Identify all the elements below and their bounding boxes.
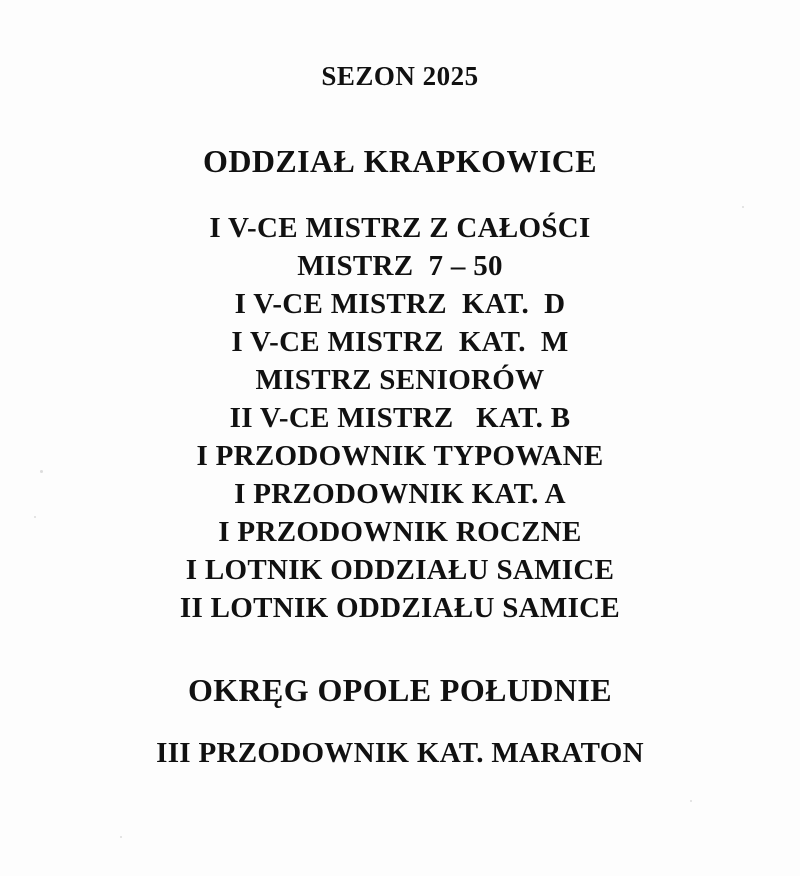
paper-speck <box>690 800 692 802</box>
award-item: I PRZODOWNIK TYPOWANE <box>196 439 604 472</box>
document-title: SEZON 2025 <box>321 61 479 91</box>
award-item: I V-CE MISTRZ Z CAŁOŚCI <box>209 211 591 244</box>
award-item: II V-CE MISTRZ KAT. B <box>229 401 571 434</box>
award-item: III PRZODOWNIK KAT. MARATON <box>156 737 644 770</box>
awards-list-oddzial <box>0 209 800 627</box>
award-item: MISTRZ SENIORÓW <box>255 363 545 396</box>
paper-speck <box>120 836 122 838</box>
spacer <box>0 179 800 209</box>
section-heading-okreg: OKRĘG OPOLE POŁUDNIE <box>187 671 613 708</box>
award-item: II LOTNIK ODDZIAŁU SAMICE <box>179 591 621 624</box>
award-item: I PRZODOWNIK ROCZNE <box>218 515 582 548</box>
spacer <box>0 627 800 673</box>
spacer <box>0 708 800 734</box>
spacer <box>0 92 800 144</box>
awards-list-okreg <box>0 734 800 772</box>
award-item: I V-CE MISTRZ KAT. M <box>231 325 569 358</box>
award-item: I V-CE MISTRZ KAT. D <box>234 287 566 320</box>
award-item: MISTRZ 7 – 50 <box>297 249 503 282</box>
section-heading-oddzial: ODDZIAŁ KRAPKOWICE <box>203 142 597 179</box>
award-item: I LOTNIK ODDZIAŁU SAMICE <box>185 553 615 586</box>
award-item: I PRZODOWNIK KAT. A <box>234 477 566 510</box>
